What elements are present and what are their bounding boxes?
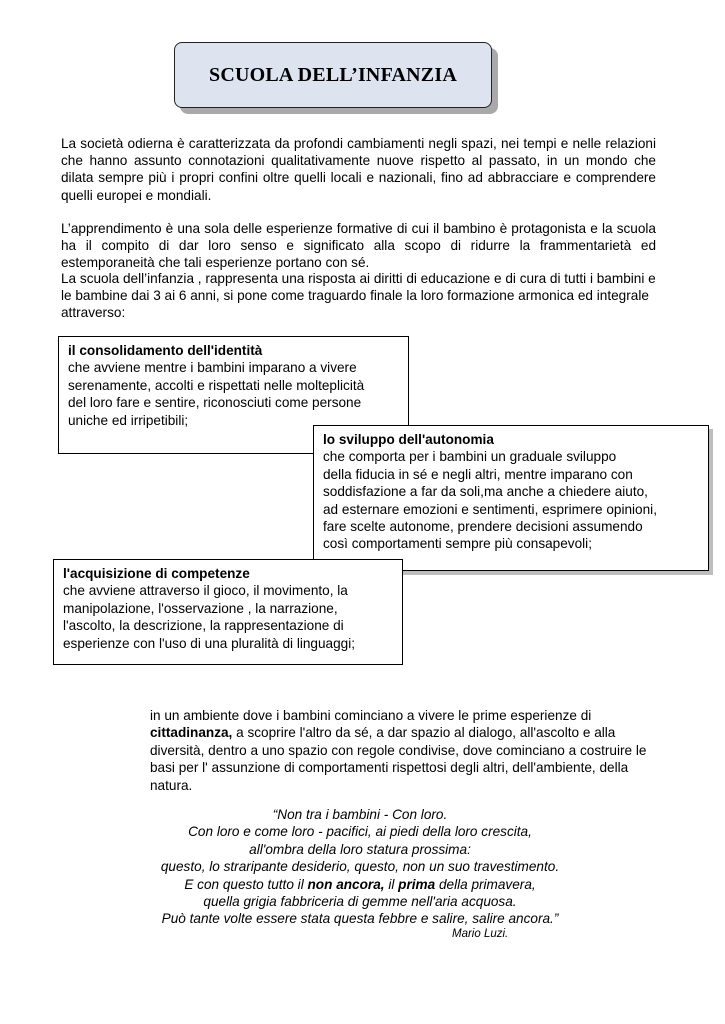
closing-paragraph — [150, 707, 650, 794]
poem-fragment: il — [384, 876, 399, 892]
poem-line: Con loro e come loro - pacifici, ai piedi della loro crescita, — [188, 824, 532, 840]
identity-line: che avviene mentre i bambini imparano a vivere — [68, 360, 357, 376]
poem-line-emphasis — [100, 876, 620, 893]
poem-quote — [100, 806, 620, 928]
autonomy-heading: lo sviluppo dell'autonomia — [323, 432, 494, 447]
closing-bold-term: cittadinanza, — [150, 725, 233, 741]
poem-line: “Non tra i bambini - Con loro. — [272, 807, 448, 822]
identity-line: serenamente, accolti e rispettati nelle molteplicità — [68, 377, 365, 393]
identity-line: del loro fare e sentire, riconosciuti come persone — [68, 395, 362, 411]
autonomy-box — [313, 425, 709, 571]
intro-paragraph-3: La scuola dell’infanzia , rappresenta una risposta ai diritti di educazione e di cura di tutti i bambini e le bambine dai 3 ai 6 anni, si pone come traguardo finale la loro formazione armonica ed integrale attraverso: — [61, 271, 656, 321]
autonomy-line: così comportamenti sempre più consapevoli; — [323, 536, 592, 552]
page-title: SCUOLA DELL’INFANZIA — [209, 63, 457, 86]
title-box — [174, 42, 492, 108]
competence-line: manipolazione, l'osservazione , la narrazione, — [63, 600, 338, 616]
identity-heading: il consolidamento dell'identità — [68, 343, 263, 358]
autonomy-line: soddisfazione a far da soli,ma anche a chiedere aiuto, — [323, 484, 648, 500]
poem-line: quella grigia fabbriceria di gemme nell'aria acquosa. — [203, 894, 517, 910]
poem-line: Può tante volte essere stata questa febbre e salire, salire ancora.” — [161, 911, 559, 927]
poem-fragment: della primavera, — [435, 876, 536, 892]
competence-line: che avviene attraverso il gioco, il movimento, la — [63, 583, 348, 599]
closing-text-end: a scoprire l'altro da sé, a dar spazio al dialogo, all'ascolto e alla diversità, dentro a uno spazio con regole condivise, dove cominciano a costruire le basi per l' assunzione di comportamenti rispettosi degli altri, dell'ambiente, della natura. — [150, 725, 647, 793]
competence-line: esperienze con l'uso di una pluralità di linguaggi; — [63, 635, 356, 651]
competence-line: l'ascolto, la descrizione, la rappresentazione di — [63, 618, 344, 634]
poem-author: Mario Luzi. — [452, 928, 509, 940]
intro-paragraph-2: L’apprendimento è una sola delle esperienze formative di cui il bambino è protagonista e la scuola ha il compito di dar loro senso e significato alla scopo di ridurre la frammentarietà ed estemporaneità che tali esperienze portano con sé. — [61, 221, 656, 271]
closing-text-start: in un ambiente dove i bambini cominciano a vivere le prime esperienze di — [150, 708, 592, 723]
poem-fragment: E con questo tutto il — [184, 876, 308, 892]
competence-heading: l'acquisizione di competenze — [63, 566, 250, 581]
autonomy-line: fare scelte autonome, prendere decisioni assumendo — [323, 519, 643, 535]
competence-box — [53, 559, 403, 665]
autonomy-line: ad esternare emozioni e sentimenti, esprimere opinioni, — [323, 501, 657, 517]
intro-paragraph-1: La società odierna è caratterizzata da profondi cambiamenti negli spazi, nei tempi e nelle relazioni che hanno assunto connotazioni qualitativamente nuove rispetto al passato, in un mondo che dilata sempre più i propri confini oltre quelli locali e nazionali, fino ad abbracciare e comprendere quelli europei e mondiali. — [61, 136, 656, 203]
poem-line: questo, lo straripante desiderio, questo, non un suo travestimento. — [160, 859, 560, 875]
poem-bold-fragment: non ancora, — [307, 876, 385, 892]
autonomy-line: che comporta per i bambini un graduale sviluppo — [323, 449, 617, 465]
identity-line: uniche ed irripetibili; — [68, 412, 189, 428]
autonomy-line: della fiducia in sé e negli altri, mentre imparano con — [323, 466, 633, 482]
poem-bold-fragment: prima — [398, 876, 436, 892]
poem-line: all'ombra della loro statura prossima: — [249, 841, 471, 857]
